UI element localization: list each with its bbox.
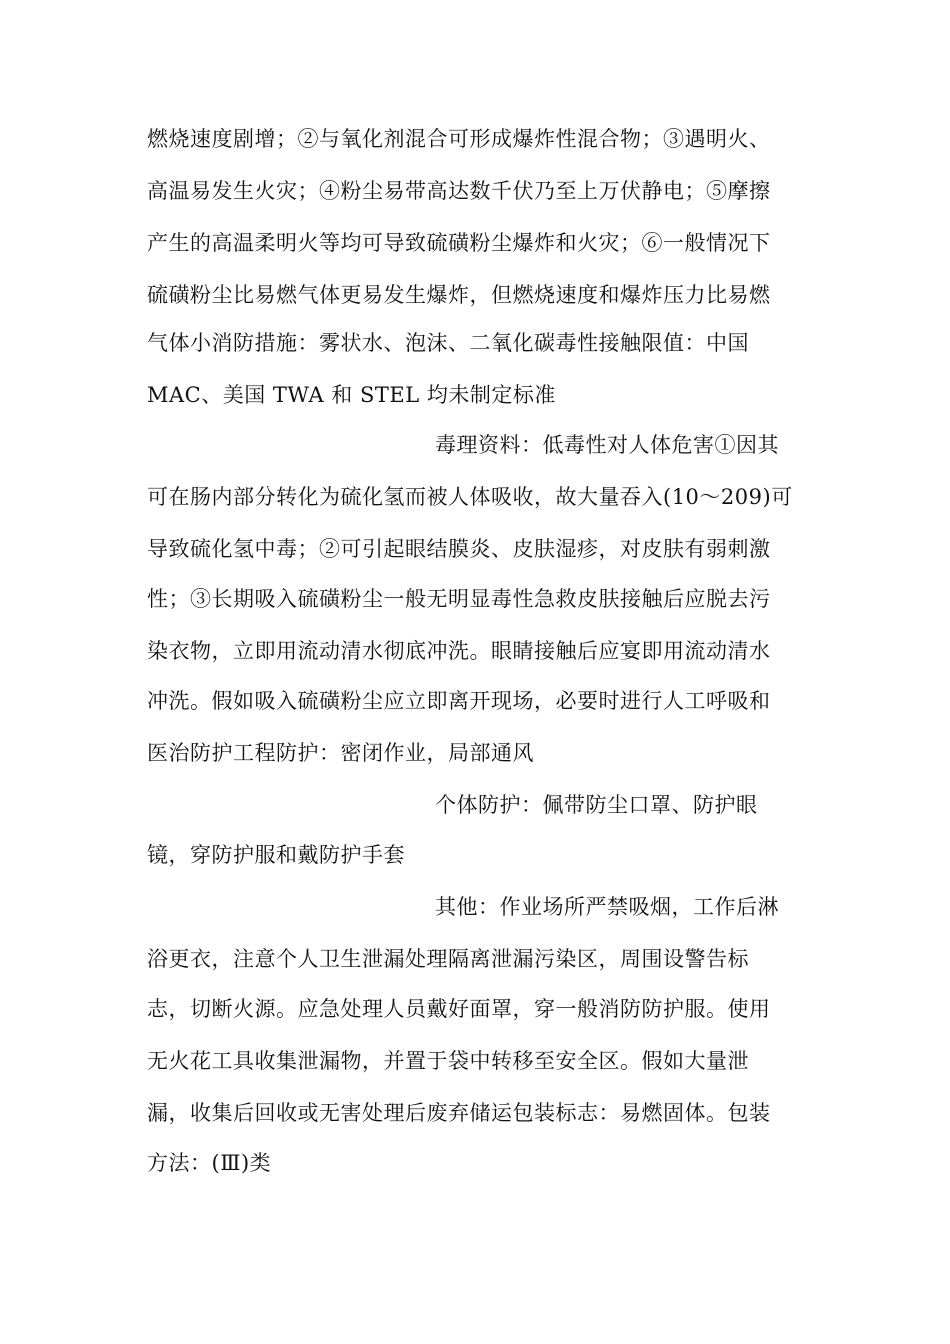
text-line: 导致硫化氢中毒；②可引起眼结膜炎、皮肤湿疹，对皮肤有弱刺激 xyxy=(147,537,771,561)
text-line: 冲洗。假如吸入硫磺粉尘应立即离开现场，必要时进行人工呼吸和 xyxy=(147,689,771,713)
text-line: 性；③长期吸入硫磺粉尘一般无明显毒性急救皮肤接触后应脱去污 xyxy=(147,587,771,611)
paragraph-start-line: 其他：作业场所严禁吸烟，工作后淋 xyxy=(435,895,779,919)
text-line: 镜，穿防护服和戴防护手套 xyxy=(147,843,405,867)
text-line: 无火花工具收集泄漏物，并置于袋中转移至安全区。假如大量泄 xyxy=(147,1049,749,1073)
text-line: 硫磺粉尘比易燃气体更易发生爆炸，但燃烧速度和爆炸压力比易燃 xyxy=(147,283,771,307)
text-line: 方法：(Ⅲ)类 xyxy=(147,1151,272,1175)
text-line: 高温易发生火灾；④粉尘易带高达数千伏乃至上万伏静电；⑤摩擦 xyxy=(147,179,771,203)
paragraph-start-line: 毒理资料：低毒性对人体危害①因其 xyxy=(435,433,779,457)
text-line: 浴更衣，注意个人卫生泄漏处理隔离泄漏污染区，周围设警告标 xyxy=(147,947,749,971)
paragraph-start-line: 个体防护：佩带防尘口罩、防护眼 xyxy=(435,793,758,817)
text-line: 医治防护工程防护：密闭作业，局部通风 xyxy=(147,741,534,765)
text-line: MAC、美国 TWA 和 STEL 均未制定标准 xyxy=(147,383,556,407)
text-line: 产生的高温柔明火等均可导致硫磺粉尘爆炸和火灾；⑥一般情况下 xyxy=(147,231,771,255)
text-line: 染衣物，立即用流动清水彻底冲洗。眼睛接触后应宴即用流动清水 xyxy=(147,639,771,663)
text-line: 可在肠内部分转化为硫化氢而被人体吸收，故大量吞入(10～209)可 xyxy=(147,485,793,509)
text-line: 志，切断火源。应急处理人员戴好面罩，穿一般消防防护服。使用 xyxy=(147,997,771,1021)
text-line: 气体小消防措施：雾状水、泡沫、二氧化碳毒性接触限值：中国 xyxy=(147,331,749,355)
text-line: 燃烧速度剧增；②与氧化剂混合可形成爆炸性混合物；③遇明火、 xyxy=(147,127,771,151)
text-line: 漏，收集后回收或无害处理后废弃储运包装标志：易燃固体。包装 xyxy=(147,1101,771,1125)
